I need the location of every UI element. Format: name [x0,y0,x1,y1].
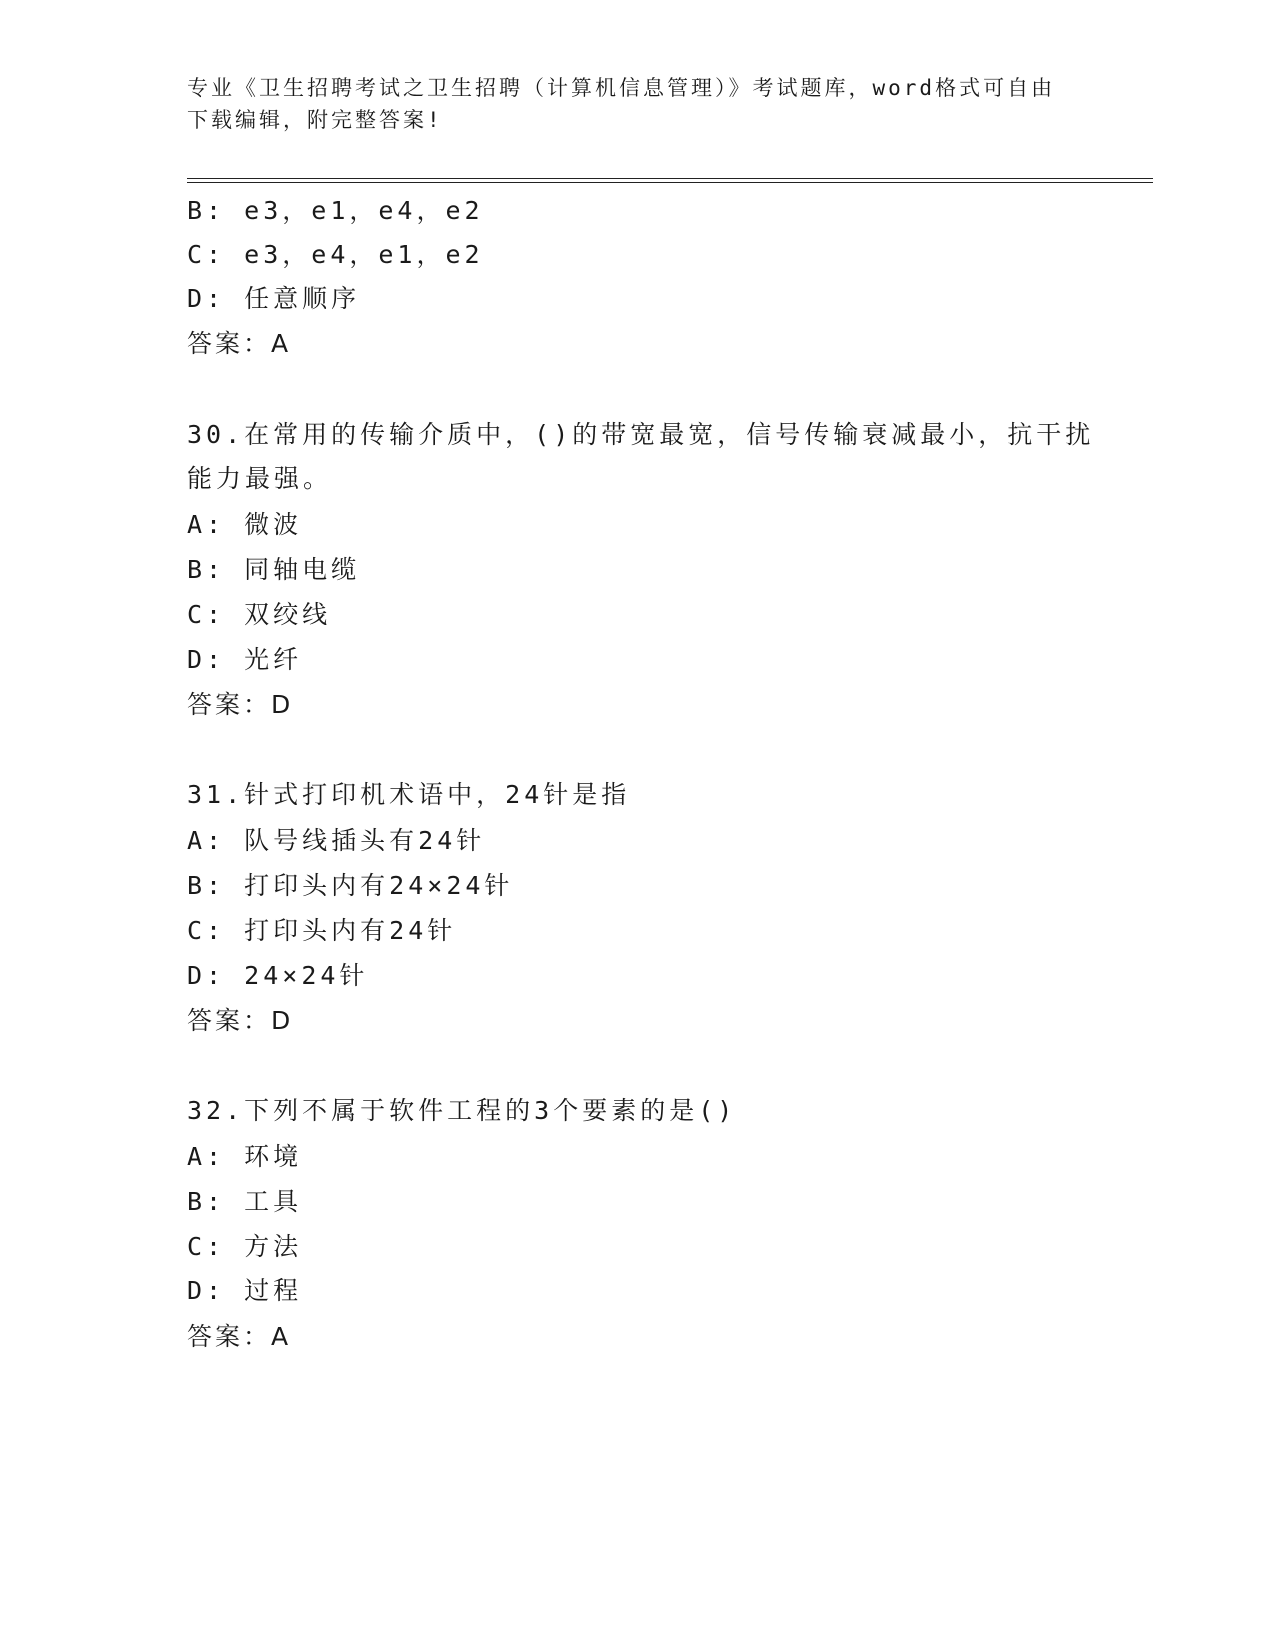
question-30-option-b [187,555,360,585]
question-30-option-d [187,645,302,675]
question-30-stem-line-1: 30.在常用的传输介质中，()的带宽最宽，信号传输衰减最小，抗干扰 [187,420,1095,449]
option-text: 环境 [244,1142,303,1171]
question-32-answer: 答案：A [187,1322,292,1351]
option-text: e3，e1，e4，e2 [244,196,484,225]
option-label: D: [187,1276,226,1305]
question-31-option-b [187,871,513,901]
document-header: 专业《卫生招聘考试之卫生招聘（计算机信息管理）》考试题库，word格式可自由下载编辑，附完整答案! [187,76,1056,132]
question-31-option-a [187,826,485,856]
option-label: C: [187,1232,226,1261]
option-label: B: [187,196,226,225]
partial-option-b [187,196,484,226]
question-32-option-b [187,1187,302,1217]
option-text: 工具 [244,1187,303,1216]
question-32-stem-line-1: 32.下列不属于软件工程的3个要素的是() [187,1096,737,1125]
question-30-stem-line-2: 能力最强。 [187,464,333,493]
option-text: 24×24针 [244,961,369,990]
option-text: e3，e4，e1，e2 [244,240,484,269]
option-label: A: [187,1142,226,1171]
question-30-option-c [187,600,331,630]
question-30-answer: 答案：D [187,690,294,719]
question-31-option-c [187,916,456,946]
option-text: 队号线插头有24针 [244,826,486,855]
question-32-option-d [187,1276,302,1306]
partial-option-c [187,240,484,270]
option-label: D: [187,961,226,990]
option-label: B: [187,1187,226,1216]
option-text: 打印头内有24×24针 [244,871,514,900]
question-31-option-d [187,961,368,991]
option-label: B: [187,871,226,900]
header-divider-bottom [187,182,1153,183]
option-text: 打印头内有24针 [244,916,457,945]
question-32-option-a [187,1142,302,1172]
option-label: C: [187,240,226,269]
partial-answer: 答案：A [187,329,292,358]
option-text: 任意顺序 [244,284,361,313]
option-label: C: [187,600,226,629]
option-label: A: [187,510,226,539]
option-text: 光纤 [244,645,303,674]
option-label: D: [187,284,226,313]
option-text: 过程 [244,1276,303,1305]
question-31-answer: 答案：D [187,1006,294,1035]
option-text: 方法 [244,1232,303,1261]
option-label: C: [187,916,226,945]
partial-option-d [187,284,360,314]
option-text: 同轴电缆 [244,555,361,584]
option-label: A: [187,826,226,855]
option-label: B: [187,555,226,584]
option-label: D: [187,645,226,674]
question-30-option-a [187,510,302,540]
question-31-stem-line-1: 31.针式打印机术语中，24针是指 [187,780,631,809]
option-text: 双绞线 [244,600,332,629]
header-divider-top [187,178,1153,179]
question-32-option-c [187,1232,302,1262]
option-text: 微波 [244,510,303,539]
